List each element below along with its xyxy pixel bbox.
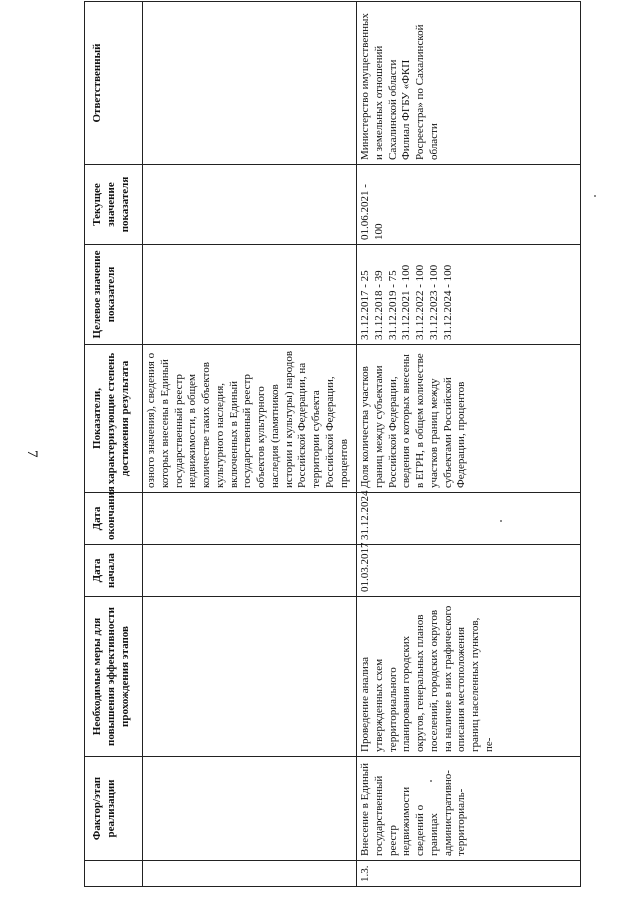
table-row-continuation: [143, 2, 357, 887]
cell-empty: [143, 597, 357, 757]
cell-responsible: [357, 2, 581, 165]
page-number: 7: [24, 450, 40, 458]
target-line: 31.12.2021 - 100: [400, 264, 413, 340]
target-line: 31.12.2022 - 100: [414, 264, 426, 340]
table-header-row: [85, 2, 143, 887]
header-indicator: Показатели, характеризующие степень достижения результата: [85, 345, 143, 493]
target-line: 31.12.2019 - 75: [386, 270, 399, 340]
table-row-1-3: [357, 2, 581, 887]
cell-end-date: 31.12.2024: [357, 493, 581, 545]
target-line: 31.12.2024 - 100: [441, 264, 454, 340]
responsible-line: Филиал ФГБУ «ФКП Росреестра» по Сахалинской области: [400, 24, 440, 160]
cell-row-number: 1.3.: [357, 861, 581, 887]
rotated-table-container: [84, 2, 580, 887]
scan-speck: [500, 520, 502, 522]
cell-empty: [143, 165, 357, 245]
header-responsible: Ответственный: [85, 2, 143, 165]
cell-indicator-continued: озного значения), сведения о которых внесены в Единый государственный реестр недвижимости, в общем количестве таких объектов культурного наследия, включенных в Единый государственный реестр объектов культурного наследия (памятников истории и культуры) народов Российской Федерации, на территории субъекта Российской Федерации, процентов: [143, 345, 357, 493]
cell-target: [357, 245, 581, 345]
cell-measures: Проведение анализа утвержденных схем территориального планирования городских округов, генеральных планов поселений, городских округов на наличие в них графического описания местоположения границ населенных пунктов, пе-: [357, 597, 581, 757]
header-number: [85, 861, 143, 887]
cell-empty: [143, 493, 357, 545]
target-line: 31.12.2023 - 100: [427, 264, 440, 340]
cell-empty: [143, 861, 357, 887]
cell-empty: [143, 545, 357, 597]
measures-table: [84, 1, 581, 887]
cell-empty: [143, 757, 357, 861]
responsible-line: Министерство имущественных и земельных отношений Сахалинской области: [359, 13, 399, 160]
target-line: 31.12.2017 - 25: [359, 270, 371, 340]
cell-current: 01.06.2021 - 100: [357, 165, 581, 245]
cell-factor: Внесение в Единый государственный реестр недвижимости сведений о границах административно-территориаль-: [357, 757, 581, 861]
cell-empty: [143, 245, 357, 345]
cell-indicator: Доля количества участков границ между субъектами Российской Федерации, сведения о которых внесены в ЕГРН, в общем количестве участков границ между субъектами Российской Федерации, процентов: [357, 345, 581, 493]
scan-speck: [594, 195, 596, 197]
header-measures: Необходимые меры для повышения эффективности прохождения этапов: [85, 597, 143, 757]
header-start-date: Дата начала: [85, 545, 143, 597]
header-target: Целевое значение показателя: [85, 245, 143, 345]
cell-start-date: 01.03.2017: [357, 545, 581, 597]
header-end-date: Дата окончания: [85, 493, 143, 545]
header-factor: Фактор/этап реализации: [85, 757, 143, 861]
header-current: Текущее значение показателя: [85, 165, 143, 245]
scan-speck: [430, 780, 432, 782]
target-line: 31.12.2018 - 39: [372, 270, 385, 340]
cell-empty: [143, 2, 357, 165]
